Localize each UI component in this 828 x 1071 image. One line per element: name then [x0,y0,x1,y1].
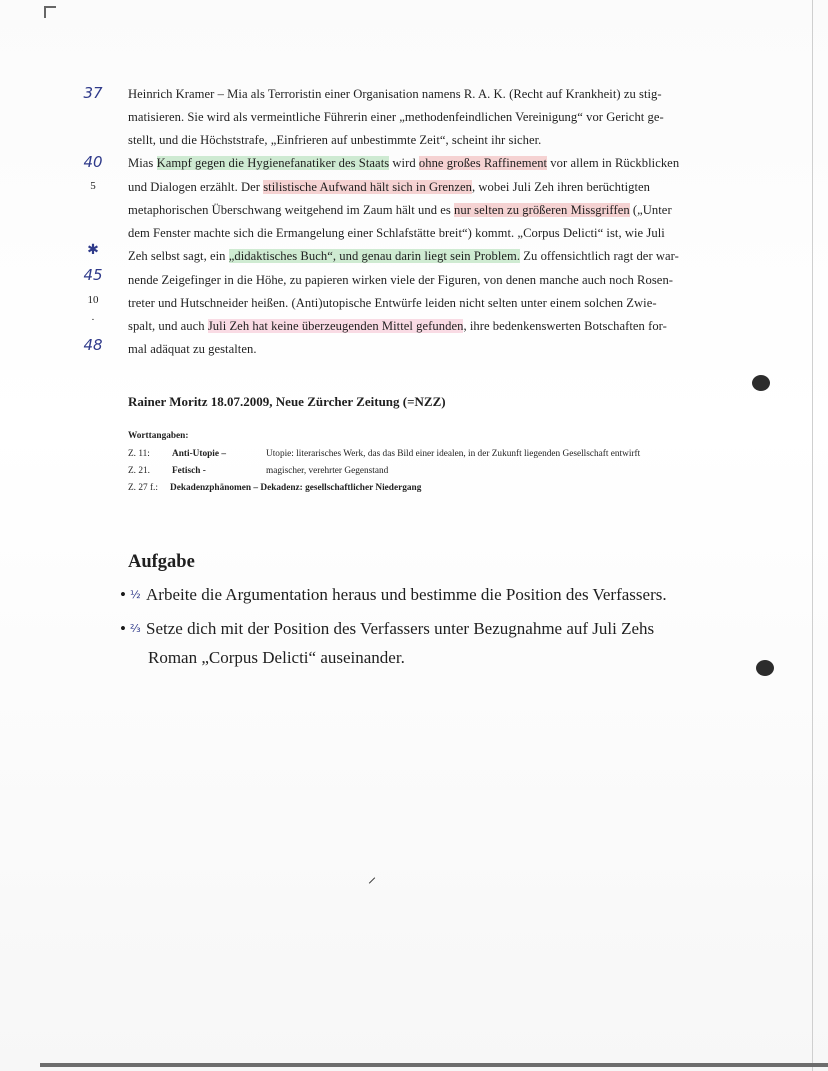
task-note: ⅔ [130,622,141,635]
scanned-page: 37 40 5 ✱ 45 10 · 48 Heinrich Kramer – Mia als Terroristin einer Organisation namens R. A. K. (Recht auf Krankheit) zu stig- matisieren. Sie wird als vermeintliche Führerin einer „methodenfeindlichen Vereinigung“ vor Gericht ge- stellt, und die Höchststrafe, „Einfrieren auf unbestimmte Zeit“, scheint ihr sicher. Mias Kampf gegen die Hygienefanatiker des Staats wird ohne großes Raffinement vor allem in Rückblicken und Dialogen erzählt. Der stilistische Aufwand hält sich in Grenzen, wobei Juli Zeh ihren berüchtigten metaphorischen Überschwang weitgehend im Zaum hält und es nur selten zu größeren Missgriffen („Unter dem Fenster machte sich die Ermangelung einer Schlafstätte breit“) kommt. „Corpus Delicti“ ist, wie Juli Zeh selbst sagt, ein „didaktisches Buch“, und genau darin liegt sein Problem. Zu offensichtlich ragt der war- nende Zeigefinger in die Höhe, zu papieren wirken viele der Figuren, von denen manche auch noch Rosen- treter und Hutschneider heißen. (Anti)utopische Entwürfe leiden nicht selten unter einem solchen Zwie- spalt, und auch Juli Zeh hat keine überzeugenden Mittel gefunden, ihre bedenkenswerten Botschaften for- mal adäquat zu gestalten. Rainer Moritz 18.07.2009, Neue Zürcher Zeitung (=NZZ) Worttangaben: Z. 11: Anti-Utopie – Utopie: literarisches Werk, das das Bild einer idealen, in der Zukunft liegenden Gesellschaft entwirft Z. 21. Fetisch - magischer, verehrter Gegenstand Z. 27 f.: Dekadenzphänomen – Dekadenz: gesellschaftlicher Niedergang Aufgabe • ½ Arbeite die Argumentation heraus und bestimme die Position des Verfassers. • ⅔ Setze dich mit der Position des Verfassers unter Bezugnahme auf Juli Zehs Roman „Corpus Delicti“ auseinander. [0,0,828,1071]
text-line: Heinrich Kramer – Mia als Terroristin einer Organisation namens R. A. K. (Recht auf Krankheit) zu stig- [128,87,662,101]
text-line: metaphorischen Überschwang weitgehend im Zaum hält und es nur selten zu größeren Missgriffen („Unter [128,203,672,217]
text-line: dem Fenster machte sich die Ermangelung einer Schlafstätte breit“) kommt. „Corpus Delicti“ ist, wie Juli [128,226,665,240]
text-line: Zeh selbst sagt, ein „didaktisches Buch“, und genau darin liegt sein Problem. Zu offensichtlich ragt der war- [128,249,679,263]
task-note: ½ [130,588,141,601]
page-edge-line [812,0,813,1071]
margin-number: 5 [90,180,96,192]
pen-stroke [369,877,375,883]
text-line: matisieren. Sie wird als vermeintliche Führerin einer „methodenfeindlichen Vereinigung“ vor Gericht ge- [128,110,664,124]
punch-hole-bottom [756,660,774,676]
task-item: • ⅔ Setze dich mit der Position des Verfassers unter Bezugnahme auf Juli Zehs [120,619,655,638]
text-line: nende Zeigefinger in die Höhe, zu papieren wirken viele der Figuren, von denen manche auch noch Rosen- [128,273,674,287]
punch-hole-top [752,375,770,391]
source-citation: Rainer Moritz 18.07.2009, Neue Zürcher Zeitung (=NZZ) [128,394,446,409]
margin-number: 40 [83,153,103,171]
bullet-icon: • [120,585,126,604]
page-bottom-edge [40,1063,828,1067]
task-item-continuation: Roman „Corpus Delicti“ auseinander. [148,648,405,667]
text-line: treter und Hutschneider heißen. (Anti)utopische Entwürfe leiden nicht selten unter einem solchen Zwie- [128,296,657,310]
glossary-title: Worttangaben: [128,431,189,441]
text-line: stellt, und die Höchststrafe, „Einfrieren auf unbestimmte Zeit“, scheint ihr sicher. [128,133,542,147]
text-line: spalt, und auch Juli Zeh hat keine überzeugenden Mittel gefunden, ihre bedenkenswerten Botschaften for- [128,319,667,333]
margin-number: 10 [87,294,99,306]
margin-number: 48 [83,336,103,354]
margin-number: 37 [83,84,103,102]
task-item: • ½ Arbeite die Argumentation heraus und bestimme die Position des Verfassers. [120,585,667,604]
task-heading: Aufgabe [128,552,195,572]
corner-mark [44,6,56,18]
margin-dot: · [91,314,95,326]
margin-number: 45 [83,266,103,284]
text-line: und Dialogen erzählt. Der stilistische Aufwand hält sich in Grenzen, wobei Juli Zeh ihren berüchtigten [128,180,651,194]
margin-doodle-icon: ✱ [87,242,99,258]
text-line: Mias Kampf gegen die Hygienefanatiker des Staats wird ohne großes Raffinement vor allem in Rückblicken [128,156,680,170]
text-line: mal adäquat zu gestalten. [128,342,257,356]
bullet-icon: • [120,619,126,638]
